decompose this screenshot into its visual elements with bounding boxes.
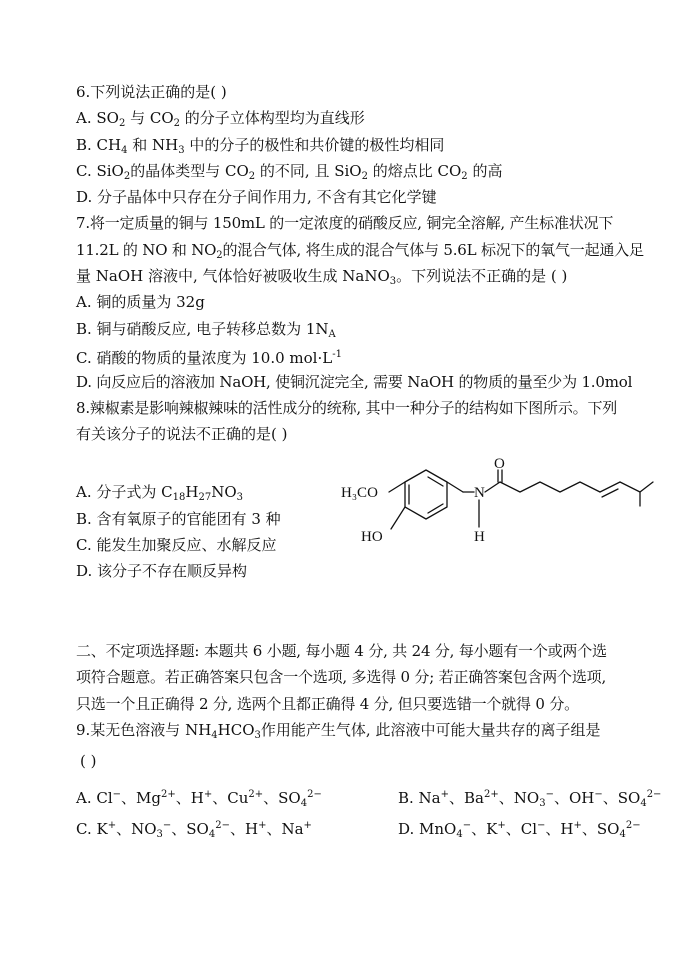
capsaicin-structure [340, 452, 660, 552]
q9-stem: 9.某无色溶液与 $NH_4HCO_3$作用能产生气体, 此溶液中可能大量共存的离子组是 [76, 721, 601, 741]
q6-option-c: C. SiO$_2$的晶体类型与 $CO_2$ 的不同, 且 SiO$_2$ 的熔点比 $CO_2$ 的高 [76, 162, 503, 182]
amide-hydrogen-label: H [474, 529, 485, 545]
q8-stem-line1: 8.辣椒素是影响辣椒辣味的活性成分的统称, 其中一种分子的结构如下图所示。下列 [76, 399, 618, 417]
hydroxy-label: HO [361, 529, 383, 545]
q7-option-a: A. 铜的质量为 32g [76, 293, 205, 311]
q7-option-b: B. 铜与硝酸反应, 电子转移总数为 $1N_A$ [76, 320, 336, 340]
q6-option-b: B. $CH_4$ 和 $NH_3$ 中的分子的极性和共价键的极性均相同 [76, 136, 445, 156]
q6-option-a: A. $SO_2$ 与 $CO_2$ 的分子立体构型均为直线形 [76, 109, 365, 129]
nitrogen-label: N [474, 485, 485, 501]
section2-line2: 项符合题意。若正确答案只包含一个选项, 多选得 0 分; 若正确答案包含两个选项, [76, 668, 607, 686]
q7-option-d: D. 向反应后的溶液加 NaOH, 使铜沉淀完全, 需要 NaOH 的物质的量至少为 1.0mol [76, 373, 633, 391]
q9-option-c: C. K+、$NO_3^-$、$SO_4^{2-}$、H+、Na+ [76, 820, 312, 840]
section2-line3: 只选一个且正确得 2 分, 选两个且都正确得 4 分, 但只要选错一个就得 0 分。 [76, 695, 579, 713]
q8-stem-line2: 有关该分子的说法不正确的是( ) [76, 425, 288, 443]
q7-stem-line2: 11.2L 的 NO 和 $NO_2$的混合气体, 将生成的混合气体与 5.6L 标况下的氧气一起通入足 [76, 241, 644, 261]
q8-option-b: B. 含有氧原子的官能团有 3 种 [76, 510, 281, 528]
q8-option-a: A. 分子式为 $C_{18}H_{27}NO_3$ [76, 483, 243, 503]
q7-stem-line3: 量 NaOH 溶液中, 气体恰好被吸收生成 NaNO$_3$。下列说法不正确的是 ( ) [76, 267, 568, 287]
q9-option-a: A. Cl−、$Mg^{2+}$、H+、$Cu^{2+}$、$SO_4^{2-}$ [76, 789, 322, 809]
q9-option-d: D. MnO$_4$−、K+、Cl−、H+、$SO_4^{2-}$ [398, 820, 641, 840]
methoxy-label: H₃CO [341, 485, 378, 501]
section2-line1: 二、不定项选择题: 本题共 6 小题, 每小题 4 分, 共 24 分, 每小题有一个或两个选 [76, 642, 607, 660]
q8-option-c: C. 能发生加聚反应、水解反应 [76, 536, 277, 554]
q7-stem-line1: 7.将一定质量的铜与 150mL 的一定浓度的硝酸反应, 铜完全溶解, 产生标准状况下 [76, 214, 614, 232]
q9-option-b: B. Na+、$Ba^{2+}$、$NO_3^-$、OH−、$SO_4^{2-}$ [398, 789, 662, 809]
q6-stem: 6.下列说法正确的是( ) [76, 83, 227, 101]
q7-option-c: C. 硝酸的物质的量浓度为 10.0 $mol\cdot L^{-1}$ [76, 349, 342, 367]
carbonyl-oxygen-label: O [494, 456, 505, 472]
q9-answer-paren: ( ) [80, 752, 97, 770]
q6-option-d: D. 分子晶体中只存在分子间作用力, 不含有其它化学键 [76, 188, 437, 206]
q8-option-d: D. 该分子不存在顺反异构 [76, 562, 248, 580]
